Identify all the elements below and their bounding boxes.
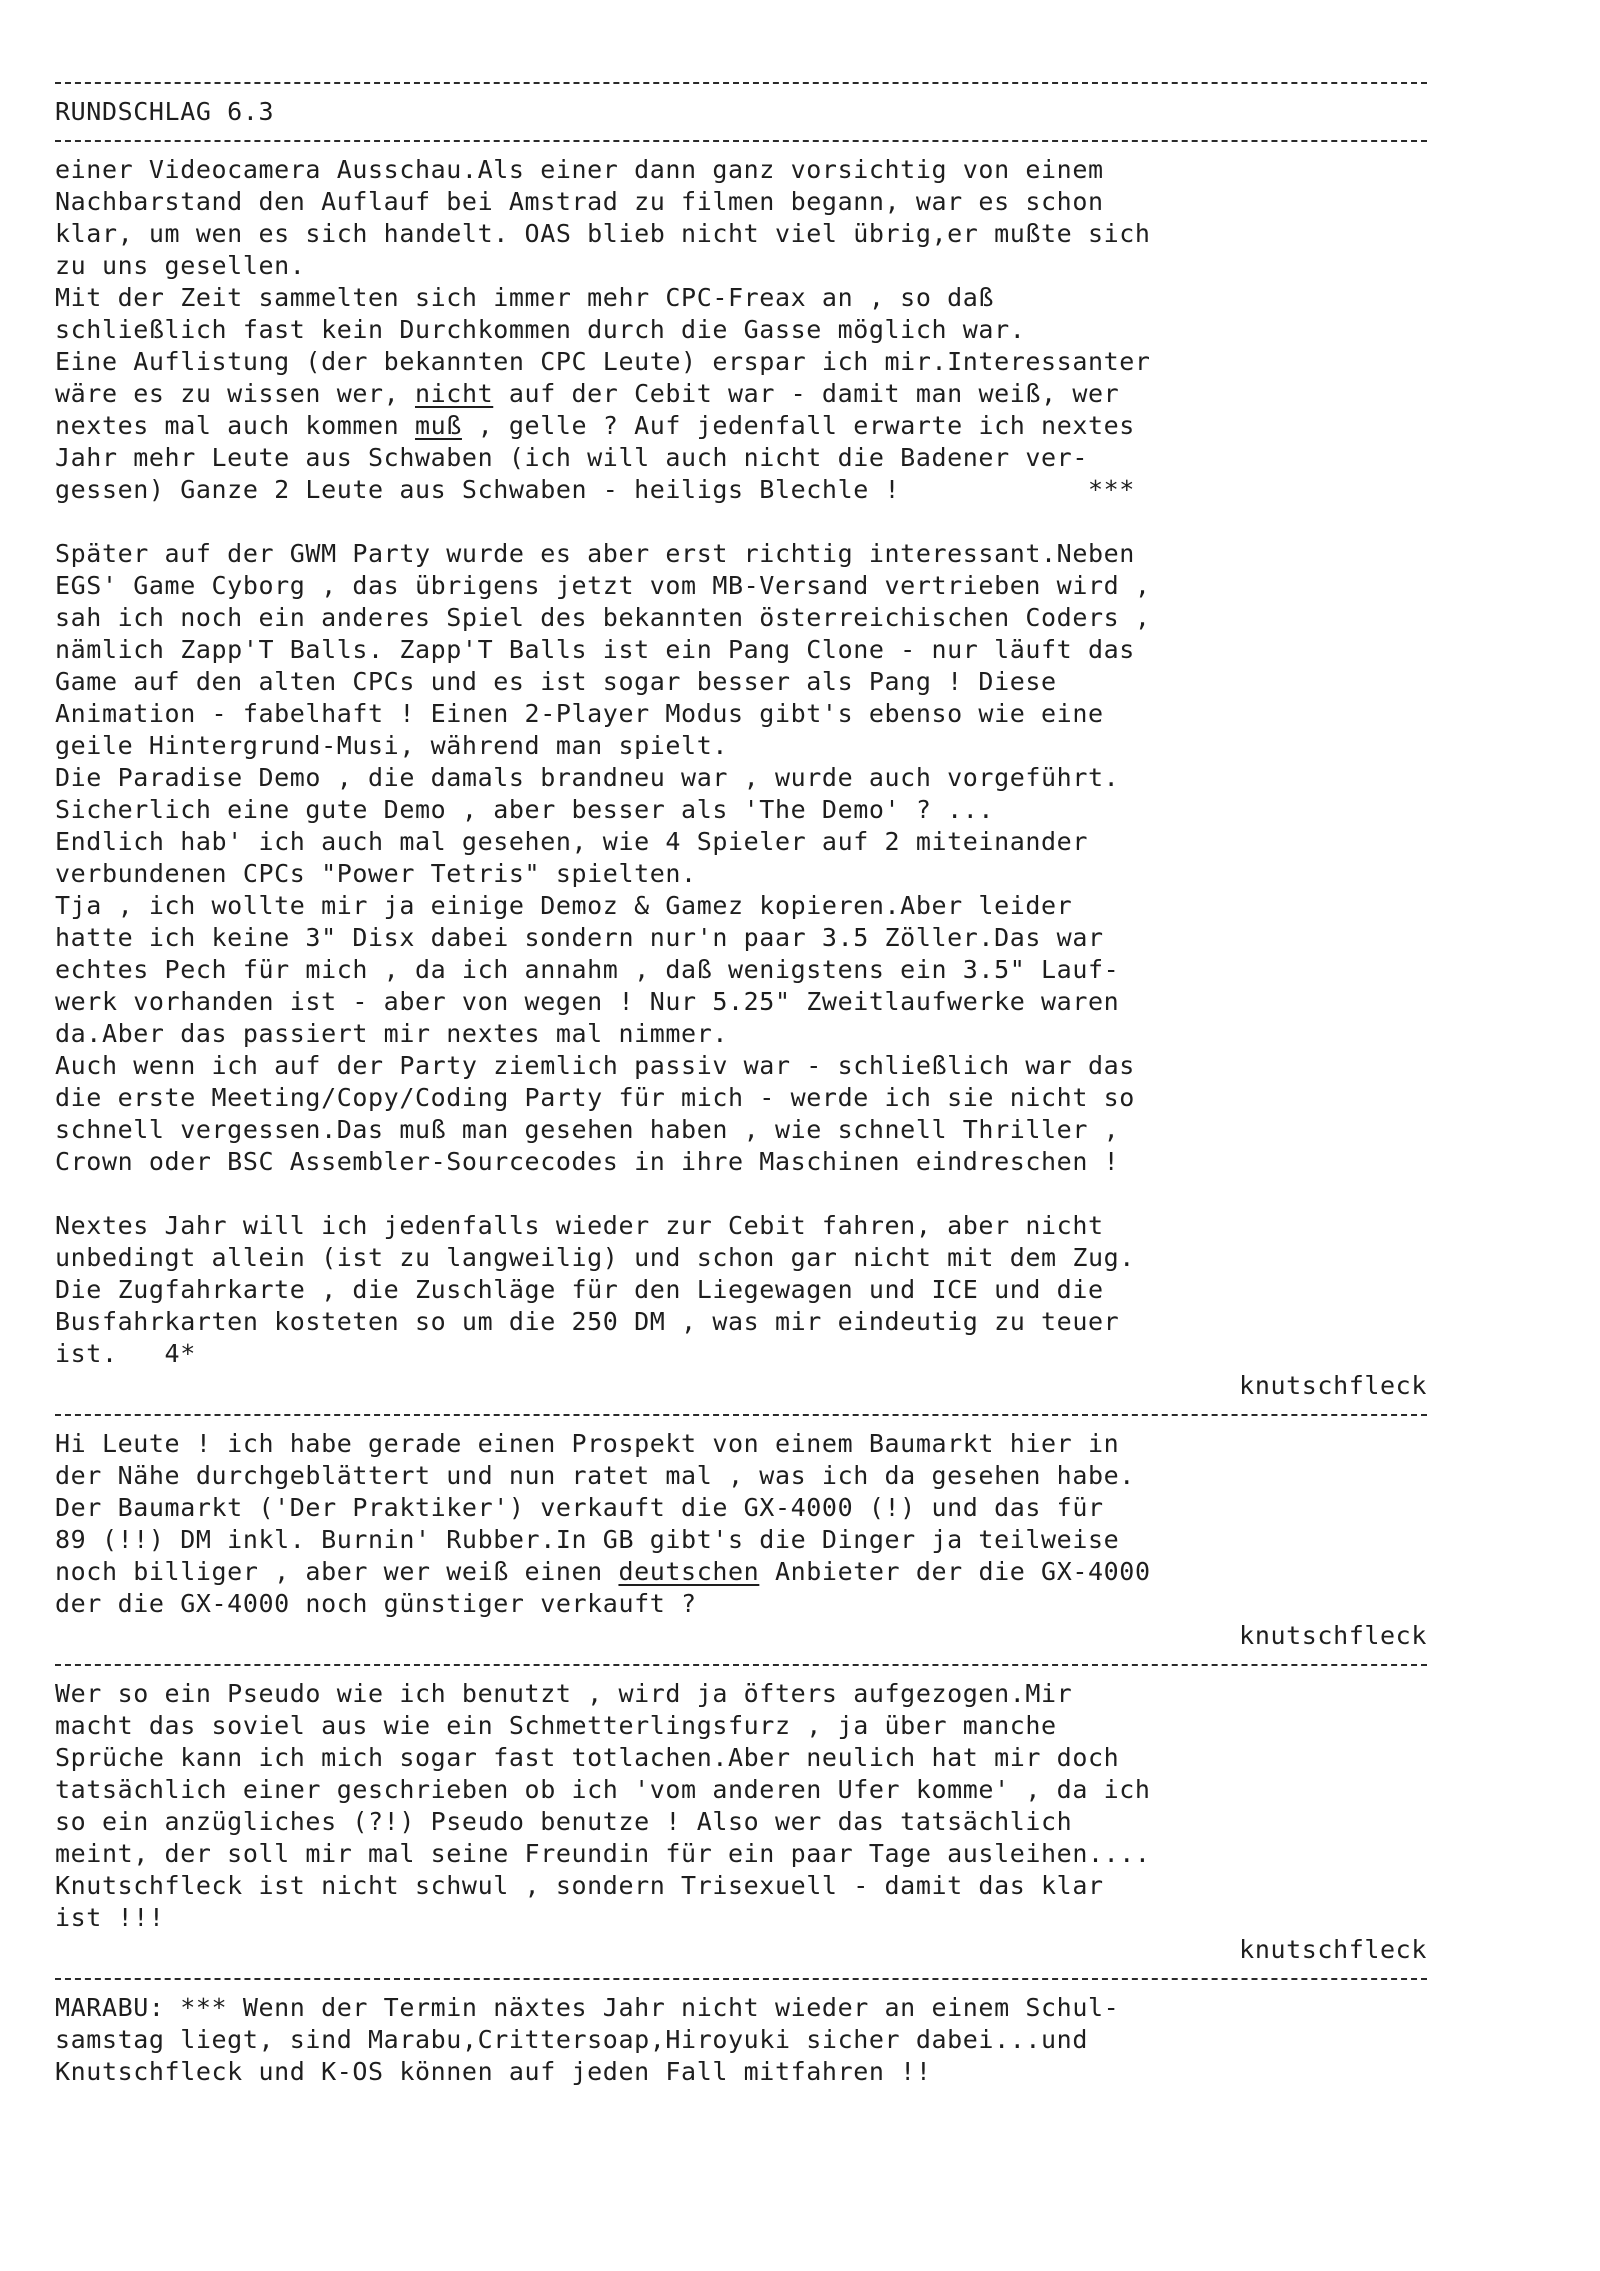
article-cebit bbox=[55, 154, 1427, 1402]
text-line: Jahr mehr Leute aus Schwaben (ich will auch nicht die Badener ver- bbox=[55, 443, 1088, 472]
text-segment: nextes mal auch kommen bbox=[55, 411, 415, 440]
text-line: Crown oder BSC Assembler-Sourcecodes in ihre Maschinen eindreschen ! bbox=[55, 1147, 1120, 1176]
text-line bbox=[55, 410, 1427, 442]
text-line: hatte ich keine 3" Disx dabei sondern nur'n paar 3.5 Zöller.Das war bbox=[55, 923, 1104, 952]
text-line: schließlich fast kein Durchkommen durch die Gasse möglich war. bbox=[55, 315, 1026, 344]
text-line: Auch wenn ich auf der Party ziemlich passiv war - schließlich war das bbox=[55, 1051, 1135, 1080]
text-line: Hi Leute ! ich habe gerade einen Prospekt von einem Baumarkt hier in bbox=[55, 1429, 1120, 1458]
text-line: schnell vergessen.Das muß man gesehen haben , wie schnell Thriller , bbox=[55, 1115, 1120, 1144]
text-line bbox=[55, 378, 1427, 410]
text-line: Der Baumarkt ('Der Praktiker') verkauft die GX-4000 (!) und das für bbox=[55, 1493, 1104, 1522]
text-line: Nextes Jahr will ich jedenfalls wieder zur Cebit fahren, aber nicht bbox=[55, 1211, 1104, 1240]
text-line: Eine Auflistung (der bekannten CPC Leute) erspar ich mir.Interessanter bbox=[55, 347, 1151, 376]
text-line: Die Zugfahrkarte , die Zuschläge für den Liegewagen und ICE und die bbox=[55, 1275, 1104, 1304]
text-line: Endlich hab' ich auch mal gesehen, wie 4 Spieler auf 2 miteinander bbox=[55, 827, 1088, 856]
text-line: einer Videocamera Ausschau.Als einer dann ganz vorsichtig von einem bbox=[55, 155, 1104, 184]
divider bbox=[55, 1978, 1427, 1980]
divider bbox=[55, 82, 1427, 84]
text-line: Animation - fabelhaft ! Einen 2-Player Modus gibt's ebenso wie eine bbox=[55, 699, 1104, 728]
divider bbox=[55, 140, 1427, 142]
text-line: Knutschfleck und K-OS können auf jeden Fall mitfahren !! bbox=[55, 2057, 932, 2086]
text-line: Später auf der GWM Party wurde es aber erst richtig interessant.Neben bbox=[55, 539, 1135, 568]
text-line: nämlich Zapp'T Balls. Zapp'T Balls ist ein Pang Clone - nur läuft das bbox=[55, 635, 1135, 664]
text-line: Die Paradise Demo , die damals brandneu war , wurde auch vorgeführt. bbox=[55, 763, 1120, 792]
text-line: echtes Pech für mich , da ich annahm , daß wenigstens ein 3.5" Lauf- bbox=[55, 955, 1120, 984]
text-line: ist. 4* bbox=[55, 1339, 196, 1368]
text-line: Mit der Zeit sammelten sich immer mehr CPC-Freax an , so daß bbox=[55, 283, 995, 312]
text-line: der die GX-4000 noch günstiger verkauft ? bbox=[55, 1589, 697, 1618]
author-signature: knutschfleck bbox=[1239, 1371, 1427, 1400]
underlined-word: deutschen bbox=[618, 1557, 760, 1586]
text-line: der Nähe durchgeblättert und nun ratet mal , was ich da gesehen habe. bbox=[55, 1461, 1135, 1490]
page-title: RUNDSCHLAG 6.3 bbox=[55, 97, 275, 126]
article-marabu bbox=[55, 1992, 1427, 2088]
text-line: sah ich noch ein anderes Spiel des bekannten österreichischen Coders , bbox=[55, 603, 1151, 632]
text-line: 89 (!!) DM inkl. Burnin' Rubber.In GB gibt's die Dinger ja teilweise bbox=[55, 1525, 1120, 1554]
text-line: Tja , ich wollte mir ja einige Demoz & Gamez kopieren.Aber leider bbox=[55, 891, 1073, 920]
text-segment: Anbieter der die GX-4000 bbox=[759, 1557, 1151, 1586]
paragraph-gap bbox=[55, 506, 1427, 538]
text-line: Nachbarstand den Auflauf bei Amstrad zu filmen begann, war es schon bbox=[55, 187, 1104, 216]
text-line: verbundenen CPCs "Power Tetris" spielten. bbox=[55, 859, 697, 888]
text-line bbox=[55, 1556, 1427, 1588]
article-pseudo bbox=[55, 1678, 1427, 1966]
paragraph-gap bbox=[55, 1178, 1427, 1210]
text-line: werk vorhanden ist - aber von wegen ! Nur 5.25" Zweitlaufwerke waren bbox=[55, 987, 1120, 1016]
text-line: tatsächlich einer geschrieben ob ich 'vom anderen Ufer komme' , da ich bbox=[55, 1775, 1151, 1804]
text-line: gessen) Ganze 2 Leute aus Schwaben - heiligs Blechle ! *** bbox=[55, 475, 1135, 504]
newsletter-page bbox=[55, 70, 1427, 2088]
article-gx4000 bbox=[55, 1428, 1427, 1652]
text-segment: noch billiger , aber wer weiß einen bbox=[55, 1557, 619, 1586]
text-line: unbedingt allein (ist zu langweilig) und schon gar nicht mit dem Zug. bbox=[55, 1243, 1135, 1272]
text-line: ist !!! bbox=[55, 1903, 165, 1932]
text-line: Sicherlich eine gute Demo , aber besser als 'The Demo' ? ... bbox=[55, 795, 995, 824]
text-line: Knutschfleck ist nicht schwul , sondern Trisexuell - damit das klar bbox=[55, 1871, 1104, 1900]
text-segment: auf der Cebit war - damit man weiß, wer bbox=[493, 379, 1120, 408]
text-line: so ein anzügliches (?!) Pseudo benutze ! Also wer das tatsächlich bbox=[55, 1807, 1073, 1836]
text-line: klar, um wen es sich handelt. OAS blieb nicht viel übrig,er mußte sich bbox=[55, 219, 1151, 248]
divider bbox=[55, 1664, 1427, 1666]
divider bbox=[55, 1414, 1427, 1416]
underlined-word: nicht bbox=[414, 379, 494, 408]
text-line: geile Hintergrund-Musi, während man spielt. bbox=[55, 731, 729, 760]
text-line: Busfahrkarten kosteten so um die 250 DM , was mir eindeutig zu teuer bbox=[55, 1307, 1120, 1336]
text-segment: wäre es zu wissen wer, bbox=[55, 379, 415, 408]
text-line: zu uns gesellen. bbox=[55, 251, 306, 280]
underlined-word: muß bbox=[414, 411, 462, 440]
text-line: EGS' Game Cyborg , das übrigens jetzt vom MB-Versand vertrieben wird , bbox=[55, 571, 1151, 600]
text-line: da.Aber das passiert mir nextes mal nimmer. bbox=[55, 1019, 729, 1048]
text-line: meint, der soll mir mal seine Freundin für ein paar Tage ausleihen.... bbox=[55, 1839, 1151, 1868]
author-signature: knutschfleck bbox=[1239, 1621, 1427, 1650]
text-line: MARABU: *** Wenn der Termin näxtes Jahr nicht wieder an einem Schul- bbox=[55, 1993, 1120, 2022]
text-line: samstag liegt, sind Marabu,Crittersoap,Hiroyuki sicher dabei...und bbox=[55, 2025, 1088, 2054]
text-line: Wer so ein Pseudo wie ich benutzt , wird ja öfters aufgezogen.Mir bbox=[55, 1679, 1073, 1708]
author-signature: knutschfleck bbox=[1239, 1935, 1427, 1964]
text-segment: , gelle ? Auf jedenfall erwarte ich nextes bbox=[461, 411, 1135, 440]
text-line: Sprüche kann ich mich sogar fast totlachen.Aber neulich hat mir doch bbox=[55, 1743, 1120, 1772]
text-line: macht das soviel aus wie ein Schmetterlingsfurz , ja über manche bbox=[55, 1711, 1057, 1740]
text-line: die erste Meeting/Copy/Coding Party für mich - werde ich sie nicht so bbox=[55, 1083, 1135, 1112]
text-line: Game auf den alten CPCs und es ist sogar besser als Pang ! Diese bbox=[55, 667, 1057, 696]
